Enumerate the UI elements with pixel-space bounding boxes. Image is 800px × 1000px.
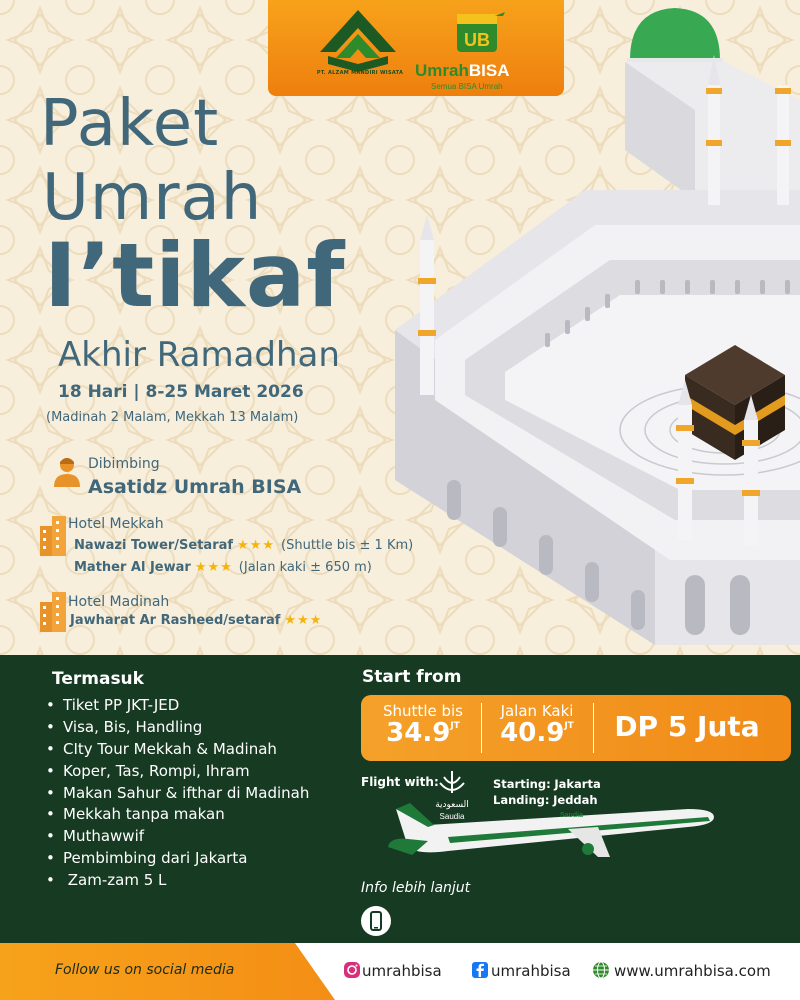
- follow-us-label: Follow us on social media: [55, 962, 235, 978]
- brand-name: UmrahBISA: [415, 61, 510, 80]
- pricing-title: Start from: [362, 667, 462, 687]
- divider: [593, 703, 594, 753]
- logo-bar: [268, 0, 564, 96]
- list-item: • Pembimbing dari Jakarta: [46, 848, 309, 870]
- more-info-label: Info lebih lanjut: [361, 880, 471, 896]
- mosque-illustration: [395, 0, 800, 655]
- price-walk: Jalan Kaki $40.9^{JT}$: [500, 702, 574, 748]
- website-link[interactable]: www.umrahbisa.com: [614, 962, 771, 980]
- instagram-handle[interactable]: umrahbisa: [362, 962, 442, 980]
- guide-person-icon: [52, 455, 82, 487]
- details-section: [0, 655, 800, 943]
- list-item: • Visa, Bis, Handling: [46, 717, 309, 739]
- list-item: • Koper, Tas, Rompi, Ihram: [46, 761, 309, 783]
- price-box: [361, 695, 791, 761]
- hotel-mekkah-label: Hotel Mekkah: [68, 516, 164, 532]
- list-item: • Zam-zam 5 L: [46, 870, 309, 892]
- svg-text:Saudia: Saudia: [439, 812, 465, 821]
- umrahbisa-logo: [413, 6, 553, 92]
- divider: [481, 703, 482, 753]
- footer: [0, 943, 800, 1000]
- facebook-icon[interactable]: [471, 961, 489, 979]
- hotel-building-icon: [40, 516, 66, 556]
- facebook-handle[interactable]: umrahbisa: [491, 962, 571, 980]
- down-payment: DP 5 Juta: [614, 710, 760, 743]
- brand-tagline: Semua BISA Umrah: [431, 82, 503, 91]
- stay-details: (Madinah 2 Malam, Mekkah 13 Malam): [46, 410, 299, 425]
- alzam-logo: [308, 6, 408, 90]
- hotel-mekkah-1: Nawazi Tower/Setaraf ★★★ (Shuttle bis ± 1 Km): [74, 538, 414, 553]
- phone-icon[interactable]: [361, 906, 391, 936]
- hotel-madinah-1: Jawharat Ar Rasheed/setaraf ★★★: [70, 613, 323, 628]
- company-name: PT. ALZAM MANDIRI WISATA: [316, 70, 404, 76]
- hotel-mekkah-2: Mather Al Jewar ★★★ (Jalan kaki ± 650 m): [74, 560, 372, 575]
- hotel-madinah-label: Hotel Madinah: [68, 594, 170, 610]
- svg-text:Saudia: Saudia: [560, 812, 583, 819]
- flight-label: Flight with:: [361, 775, 439, 789]
- list-item: • Makan Sahur & ifthar di Madinah: [46, 783, 309, 805]
- star-rating: ★★★: [194, 560, 233, 575]
- globe-icon[interactable]: [592, 961, 610, 979]
- list-item: • CIty Tour Mekkah & Madinah: [46, 739, 309, 761]
- list-item: • Tiket PP JKT-JED: [46, 695, 309, 717]
- includes-title: Termasuk: [52, 669, 144, 689]
- star-rating: ★★★: [237, 538, 276, 553]
- svg-text:السعودية: السعودية: [435, 800, 469, 810]
- flight-route: Starting: Jakarta Landing: Jeddah: [493, 777, 601, 807]
- trip-dates: 18 Hari | 8-25 Maret 2026: [58, 382, 304, 402]
- star-rating: ★★★: [284, 613, 323, 628]
- guide-label: Dibimbing: [88, 456, 160, 472]
- price-shuttle: Shuttle bis $34.9^{JT}$: [383, 702, 463, 748]
- instagram-icon[interactable]: [343, 961, 361, 979]
- includes-list: [46, 695, 309, 892]
- brand-badge: UB: [464, 30, 490, 50]
- list-item: • Mekkah tanpa makan: [46, 804, 309, 826]
- title-line-1: Paket: [40, 87, 220, 161]
- title-line-3: I’tikaf: [44, 224, 346, 327]
- subtitle: Akhir Ramadhan: [58, 335, 340, 375]
- airplane-illustration: [388, 795, 718, 863]
- guide-name: Asatidz Umrah BISA: [88, 476, 302, 498]
- title-line-2: Umrah: [42, 161, 263, 235]
- list-item: • Muthawwif: [46, 826, 309, 848]
- hotel-building-icon: [40, 592, 66, 632]
